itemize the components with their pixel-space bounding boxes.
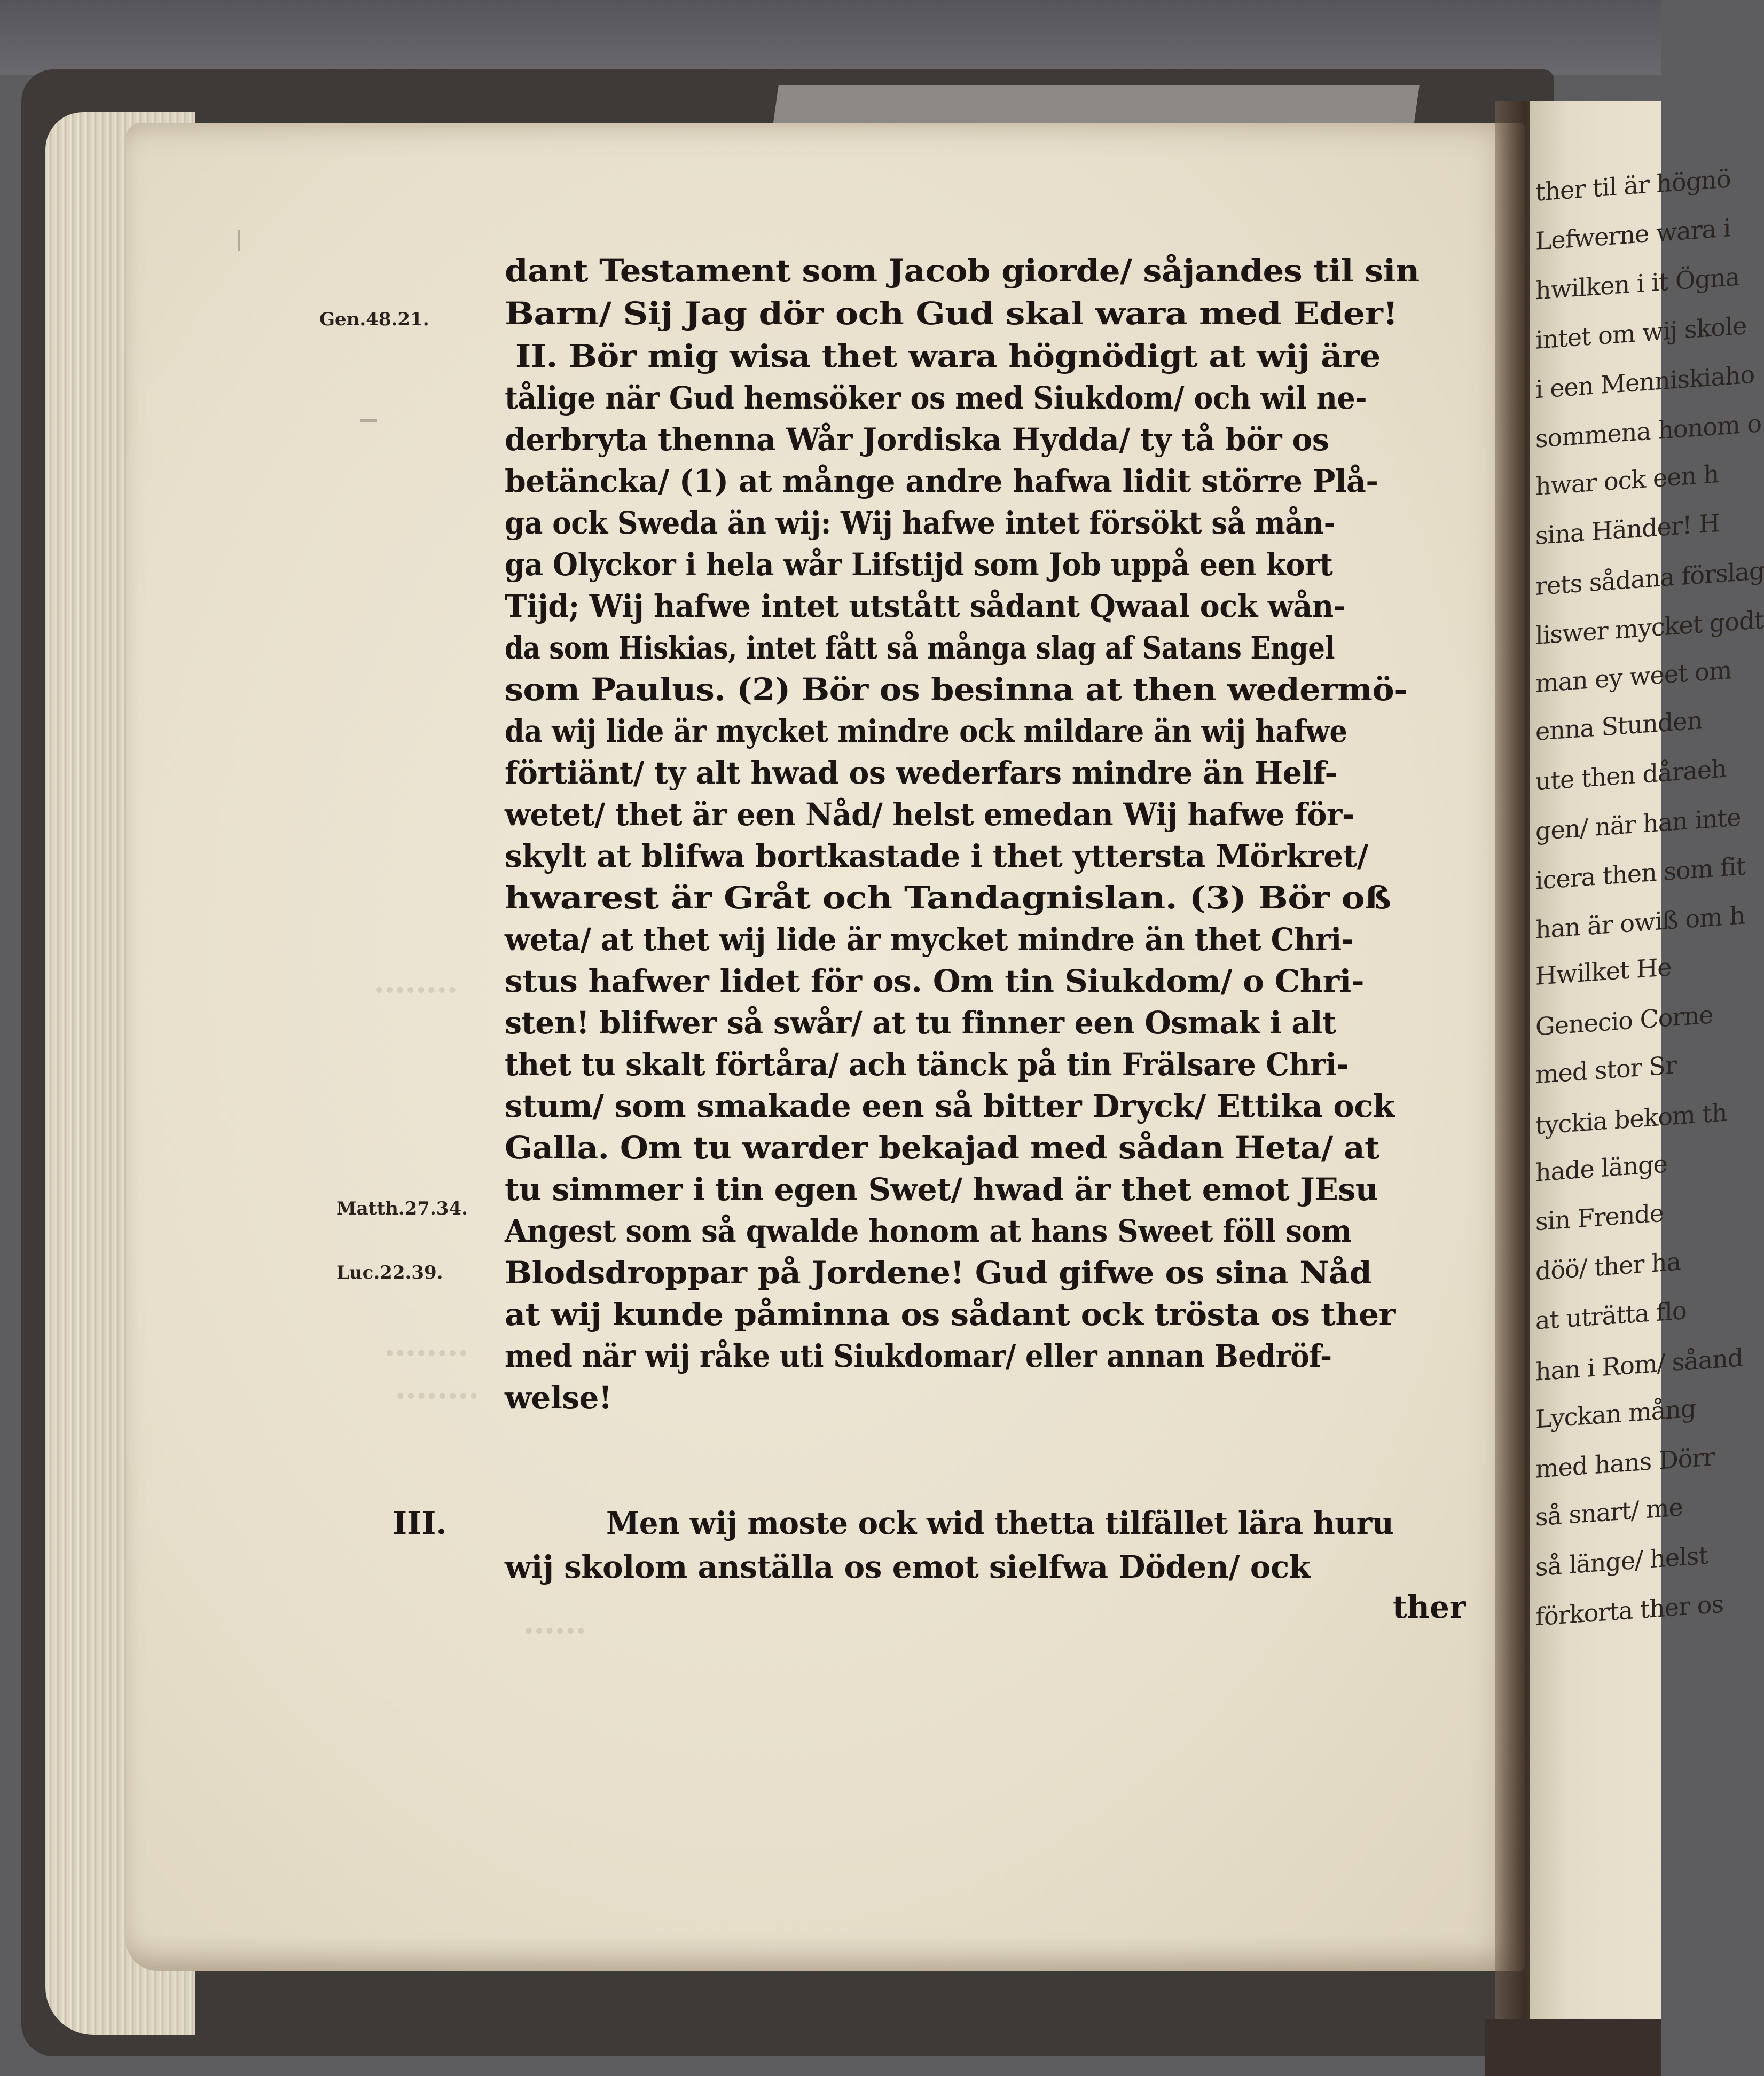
facing-line: man ey weet om [1535, 655, 1732, 698]
facing-line: Hwilket He [1535, 952, 1672, 991]
text-line: da wij lide är mycket mindre ock mildare än wij hafwe [505, 713, 1347, 749]
text-line: weta/ at thet wij lide är mycket mindre än thet Chri- [505, 921, 1354, 958]
text-line: da som Hiskias, intet fått så många slag af Satans Engel [505, 630, 1335, 666]
show-through-text: ∙∙∙∙∙∙∙∙ [395, 1383, 479, 1408]
facing-line: hwilken i it Ögna [1535, 262, 1740, 305]
text-line: wij skolom anställa os emot sielfwa Döden/ ock [505, 1549, 1311, 1585]
spine [1485, 2019, 1661, 2076]
facing-line: Lefwerne wara i [1535, 213, 1731, 256]
text-line: at wij kunde påminna os sådant ock trösta os ther [505, 1296, 1395, 1333]
facing-line: i een Menniskiaho [1535, 359, 1755, 404]
text-line: ga Olyckor i hela wår Lifstijd som Job uppå een kort [505, 546, 1333, 583]
facing-line: rets sådana förslag [1535, 556, 1764, 601]
margin-note-matthew: Matth.27.34. [336, 1198, 468, 1219]
margin-note-genesis: Gen.48.21. [319, 309, 429, 330]
show-through-text: ∙∙∙∙∙∙ [523, 1618, 586, 1643]
facing-line: Genecio Corne [1535, 1000, 1713, 1041]
facing-line: liswer mycket godt [1535, 605, 1763, 650]
facing-line: hwar ock een h [1535, 459, 1719, 502]
text-line: Angest som så qwalde honom at hans Sweet föll som [505, 1213, 1352, 1249]
text-line: welse! [505, 1380, 612, 1416]
text-line: Galla. Om tu warder bekajad med sådan Heta/ at [505, 1130, 1379, 1166]
facing-line: ther til är högnö [1535, 164, 1731, 207]
text-line: dant Testament som Jacob giorde/ såjandes til sin [505, 253, 1420, 289]
facing-line: hade länge [1535, 1149, 1667, 1187]
text-line: Barn/ Sij Jag dör och Gud skal wara med Eder! [505, 295, 1398, 332]
facing-line: Lyckan mång [1535, 1393, 1696, 1434]
facing-line: sina Händer! H [1535, 508, 1720, 551]
text-line: Blodsdroppar på Jordene! Gud gifwe os sina Nåd [505, 1255, 1372, 1291]
catchword: ther [1393, 1589, 1466, 1625]
text-line: som Paulus. (2) Bör os besinna at then wedermö- [505, 671, 1408, 708]
text-line: stus hafwer lidet för os. Om tin Siukdom/ o Chri- [505, 963, 1365, 999]
text-line: derbryta thenna Wår Jordiska Hydda/ ty tå bör os [505, 421, 1329, 458]
text-line: thet tu skalt förtåra/ ach tänck på tin Frälsare Chri- [505, 1046, 1349, 1083]
facing-line: så snart/ me [1535, 1492, 1683, 1532]
text-line: II. Bör mig wisa thet wara högnödigt at wij äre [515, 338, 1381, 374]
text-line: wetet/ thet är een Nåd/ helst emedan Wij hafwe för- [505, 796, 1354, 833]
text-line: sten! blifwer så swår/ at tu finner een Osmak i alt [505, 1005, 1336, 1041]
facing-line: tyckia bekom th [1535, 1098, 1727, 1140]
text-line: betäncka/ (1) at månge andre hafwa lidit större Plå- [505, 463, 1378, 499]
facing-page [1530, 101, 1764, 2076]
facing-line: förkorta ther os [1535, 1589, 1724, 1632]
facing-line: sommena honom o [1535, 409, 1762, 453]
text-line: med när wij råke uti Siukdomar/ eller annan Bedröf- [505, 1338, 1332, 1374]
facing-line: gen/ när han inte [1535, 802, 1741, 846]
section-number: III. [393, 1505, 447, 1541]
show-through-text: ∙∙∙∙∙∙∙∙ [374, 977, 458, 1002]
facing-line: intet om wij skole [1535, 311, 1747, 355]
facing-line: han är owiß om h [1535, 900, 1745, 944]
scanner-background [0, 0, 1661, 75]
facing-line: at uträtta flo [1535, 1296, 1687, 1335]
facing-line: döö/ ther ha [1535, 1247, 1681, 1286]
page-mark [360, 419, 377, 422]
facing-line: sin Frende [1535, 1198, 1664, 1236]
text-line: hwarest är Gråt och Tandagnislan. (3) Bör oß [505, 880, 1391, 916]
page-mark [238, 230, 240, 251]
facing-line: så länge/ helst [1535, 1540, 1708, 1582]
text-line: skylt at blifwa bortkastade i thet yttersta Mörkret/ [505, 838, 1368, 874]
facing-line: han i Rom/ såand [1535, 1343, 1743, 1386]
show-through-text: ∙∙∙∙∙∙∙∙ [385, 1341, 468, 1365]
text-line: Tijd; Wij hafwe intet utstått sådant Qwaal ock wån- [505, 588, 1346, 624]
text-line: förtiänt/ ty alt hwad os wederfars mindre än Helf- [505, 755, 1337, 791]
facing-line: med hans Dörr [1535, 1442, 1715, 1484]
text-line: tålige när Gud hemsöker os med Siukdom/ och wil ne- [505, 380, 1367, 416]
text-line: Men wij moste ock wid thetta tilfället lära huru [606, 1505, 1394, 1541]
text-line: stum/ som smakade een så bitter Dryck/ Ettika ock [505, 1088, 1395, 1124]
facing-line: enna Stunden [1535, 706, 1703, 746]
facing-line: ute then dåraeh [1535, 754, 1727, 796]
text-line: tu simmer i tin egen Swet/ hwad är thet emot JEsu [505, 1171, 1378, 1208]
facing-line: icera then som fit [1535, 851, 1746, 895]
margin-note-luke: Luc.22.39. [336, 1262, 443, 1283]
text-line: ga ock Sweda än wij: Wij hafwe intet försökt så mån- [505, 505, 1336, 541]
facing-line: med stor Sr [1535, 1050, 1676, 1090]
